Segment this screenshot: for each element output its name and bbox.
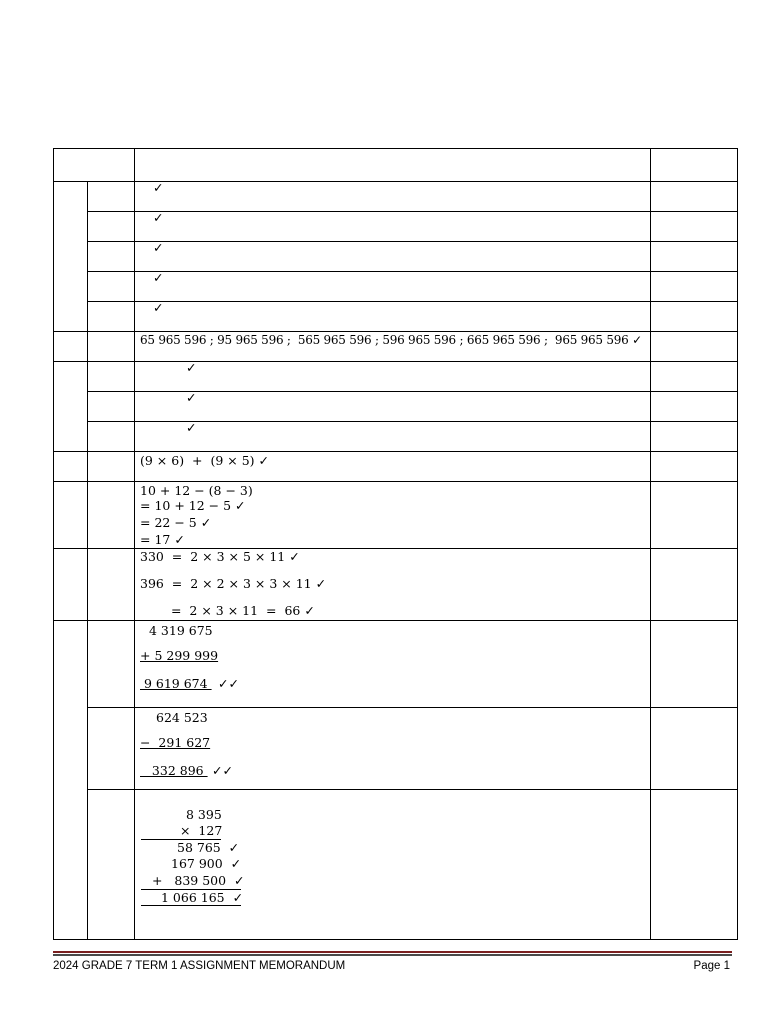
calc-line: = 17 ✓ <box>140 532 185 547</box>
footer-rule <box>53 954 732 956</box>
sum-result: 9 619 674 <box>140 676 212 691</box>
product-result: 1 066 165 ✓ <box>161 890 244 905</box>
subtrahend: − 291 627 <box>140 735 211 750</box>
partial-product: 58 765 ✓ <box>177 840 240 855</box>
minuend: 624 523 <box>156 710 208 725</box>
calc-line: = 10 + 12 − 5 ✓ <box>140 498 246 513</box>
calc-line: = 22 − 5 ✓ <box>140 515 212 530</box>
addend-bottom: + 5 299 999 <box>140 648 219 663</box>
tick-mark: ✓ <box>153 300 164 315</box>
tick-mark: ✓ <box>186 360 197 375</box>
multiplier: × 127 <box>180 823 223 838</box>
addend-top: 4 319 675 <box>149 623 213 638</box>
tick-mark: ✓ <box>153 240 164 255</box>
prime-factor-line: 396 = 2 × 2 × 3 × 3 × 11 ✓ <box>140 576 327 591</box>
footer-title: 2024 GRADE 7 TERM 1 ASSIGNMENT MEMORANDUM <box>53 960 346 972</box>
partial-product: 167 900 ✓ <box>171 856 242 871</box>
tick-mark: ✓ <box>186 420 197 435</box>
difference-result: 332 896 <box>140 763 208 778</box>
underline <box>141 905 241 906</box>
distributive-answer: (9 × 6) + (9 × 5) ✓ <box>140 453 269 468</box>
prime-factor-line: 330 = 2 × 3 × 5 × 11 ✓ <box>140 549 300 564</box>
calc-line: 10 + 12 − (8 − 3) <box>140 483 253 498</box>
tick-mark: ✓ <box>186 390 197 405</box>
partial-product: + 839 500 ✓ <box>152 873 245 888</box>
tick-mark: ✓ <box>153 270 164 285</box>
hcf-line: = 2 × 3 × 11 = 66 ✓ <box>171 603 315 618</box>
multiplicand: 8 395 <box>186 807 222 822</box>
tick-mark: ✓ <box>153 210 164 225</box>
tick-mark: ✓ <box>153 180 164 195</box>
number-sequence-answer: 65 965 596 ; 95 965 596 ; 565 965 596 ; 596 965 596 ; 665 965 596 ; 965 965 596 ✓ <box>140 333 642 347</box>
tick-mark: ✓✓ <box>212 763 233 778</box>
tick-mark: ✓✓ <box>218 676 239 691</box>
page-number: Page 1 <box>693 960 730 972</box>
footer-rule <box>53 951 732 953</box>
